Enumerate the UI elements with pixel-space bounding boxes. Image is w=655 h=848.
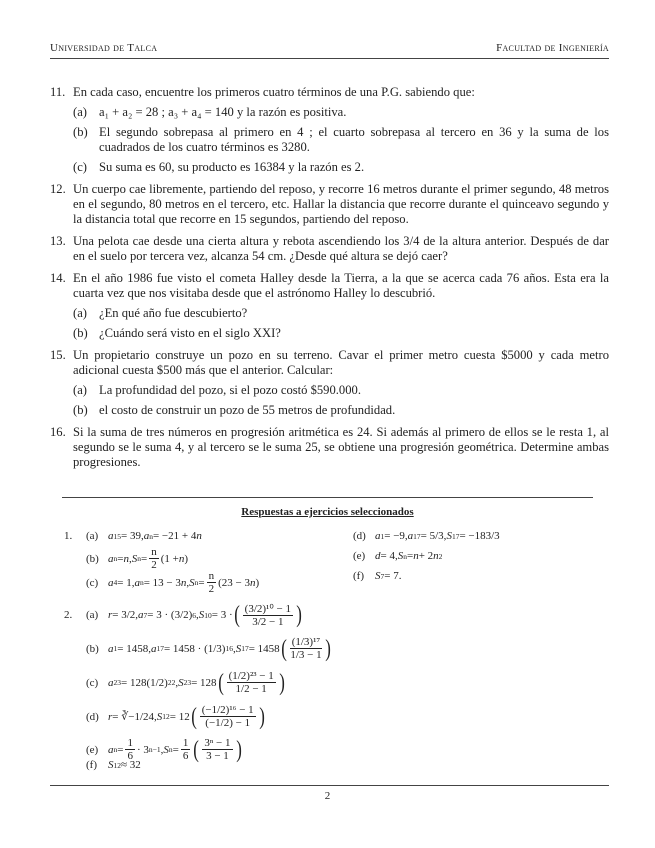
math-text: =: [198, 576, 205, 589]
math-subscript: 17: [241, 644, 249, 653]
math-subscript: n: [113, 554, 118, 563]
header-faculty: Facultad de Ingeniería: [496, 42, 609, 54]
math-text: ≈ 32: [121, 759, 141, 771]
answer-item: [86, 636, 332, 661]
answer-item: [86, 570, 259, 595]
math-subscript: 12: [113, 760, 121, 770]
subitem-label: (b): [73, 125, 88, 139]
math-text: = 4,: [380, 550, 398, 562]
math-text: · 3: [136, 743, 149, 756]
answer-number: 1.: [64, 530, 73, 542]
math-variable: a: [138, 609, 144, 621]
problem-number: 15.: [50, 348, 66, 362]
problem: [50, 182, 609, 227]
math-text: = −183/3: [459, 530, 500, 542]
math-subscript: 7: [143, 610, 148, 620]
math-subscript: n: [139, 578, 144, 587]
math-subscript: 17: [451, 531, 460, 541]
math-superscript: 16: [225, 644, 233, 653]
fraction: [181, 737, 191, 762]
math-superscript: 22: [167, 678, 176, 687]
math-subscript: 12: [162, 712, 170, 721]
math-text: = 13 − 3: [143, 576, 181, 589]
math-variable: S: [178, 676, 184, 689]
problem-number: 12.: [50, 182, 66, 196]
math-variable: a: [108, 576, 114, 589]
subitem-label: (a): [73, 306, 87, 320]
answer-number: 2.: [64, 609, 73, 621]
subitem-text: ¿Cuándo será visto en el siglo XXI?: [99, 326, 281, 340]
subitem-text: La profundidad del pozo, si el pozo costó $590.000.: [99, 383, 361, 397]
math-subscript: n: [168, 745, 173, 754]
math-variable: a: [108, 552, 114, 565]
right-paren: ): [235, 736, 242, 763]
math-subscript: 1: [113, 644, 118, 653]
answer-label: (d): [353, 530, 366, 542]
problem-text: En cada caso, encuentre los primeros cuatro términos de una P.G. sabiendo que:: [73, 85, 475, 99]
math-text: = 3/2,: [112, 609, 139, 621]
answer-item: [86, 704, 266, 729]
math-variable: r: [108, 710, 113, 723]
math-text: + 2: [418, 550, 434, 562]
answer-label: (f): [86, 759, 97, 771]
answer-item: [353, 550, 442, 562]
subitem-label: (c): [73, 160, 87, 174]
problem-subitem: [73, 306, 609, 321]
math-variable: S: [156, 710, 163, 723]
numerator: (3/2)¹⁰ − 1: [244, 603, 291, 615]
math-subscript: n: [194, 578, 199, 587]
math-text: =: [406, 550, 414, 562]
denominator: 6: [127, 750, 133, 762]
math-text: = 128(1/2): [121, 676, 168, 689]
left-paren: (: [217, 669, 224, 696]
denominator: 1/3 − 1: [290, 649, 322, 661]
fraction: [149, 546, 159, 571]
right-paren: ): [258, 703, 265, 730]
math-subscript: n: [149, 531, 153, 541]
numerator: n: [151, 546, 157, 558]
math-variable: a: [150, 642, 157, 655]
problem-body: [73, 234, 609, 264]
problem-body: [73, 271, 609, 341]
math-superscript: n−1: [148, 745, 161, 754]
math-variable: S: [446, 530, 452, 542]
answer-label: (a): [86, 609, 99, 621]
math-subscript: n: [403, 551, 407, 561]
subitem-label: (a): [73, 105, 87, 119]
math-text: = 128: [191, 676, 217, 689]
numerator: (1/2)²³ − 1: [228, 670, 274, 682]
answer-item: [353, 570, 401, 582]
answer-item: [64, 530, 202, 542]
math-text: ,: [186, 576, 190, 589]
numerator: 1: [127, 737, 133, 749]
math-variable: S: [163, 743, 169, 756]
math-text: = 1,: [117, 576, 135, 589]
subitem-label: (a): [73, 383, 87, 397]
math-text: = 1458 · (1/3): [163, 642, 226, 655]
math-variable: S: [198, 609, 205, 621]
problem: [50, 85, 609, 175]
problem-body: [73, 85, 609, 175]
math-text: ,: [160, 743, 164, 756]
problem-number: 16.: [50, 425, 66, 439]
problem: [50, 234, 609, 264]
problem-subitem: [73, 125, 609, 155]
math-variable: a: [134, 576, 140, 589]
fraction: [227, 670, 276, 695]
math-variable: d: [375, 550, 381, 562]
math-variable: a: [143, 530, 150, 542]
page-number: 2: [324, 790, 331, 802]
problem-subitem: [73, 160, 609, 175]
math-variable: S: [375, 570, 381, 582]
right-paren: ): [325, 635, 332, 662]
math-text: (1 +: [160, 552, 179, 565]
answer-label: (f): [353, 570, 364, 582]
math-variable: n: [413, 550, 419, 562]
subitem-text: el costo de construir un pozo de 55 metros de profundidad.: [99, 403, 396, 417]
math-text: ,: [175, 676, 179, 689]
math-text: = 1458: [248, 642, 280, 655]
math-text: = −21 + 4: [152, 530, 197, 542]
answer-item: [86, 759, 141, 771]
problem-number: 11.: [50, 85, 66, 99]
math-text: ,: [232, 642, 236, 655]
answer-label: (c): [86, 576, 99, 589]
math-text: ): [255, 576, 260, 589]
answer-item: [353, 530, 500, 542]
math-variable: n: [123, 552, 129, 565]
fraction: [207, 570, 217, 595]
answers-title: Respuestas a ejercicios seleccionados: [241, 506, 414, 518]
answer-label: (d): [86, 710, 99, 723]
right-paren: ): [296, 602, 302, 628]
denominator: 6: [182, 750, 189, 762]
numerator: (1/3)¹⁷: [291, 636, 321, 648]
math-variable: n: [249, 576, 256, 589]
math-text: ,: [128, 552, 132, 565]
math-variable: n: [178, 552, 185, 565]
math-variable: a: [108, 743, 114, 756]
math-variable: a: [407, 530, 414, 542]
answer-label: (b): [86, 552, 99, 565]
math-text: = 39,: [121, 530, 144, 542]
math-subscript: n: [137, 554, 141, 563]
denominator: (−1/2) − 1: [205, 717, 251, 729]
answer-label: (a): [86, 530, 99, 542]
problem-text: Una pelota cae desde una cierta altura y rebota ascendiendo los 3/4 de la altura anterior. Después de dar en el suelo por tercera vez, alcanza 54 cm. ¿Desde qué altura se dejó caer?: [73, 234, 609, 263]
math-text: =: [117, 743, 124, 756]
footer-rule: [50, 785, 609, 786]
answer-item: [86, 670, 286, 695]
math-variable: S: [397, 550, 404, 562]
problem: [50, 348, 609, 418]
left-paren: (: [193, 736, 200, 763]
math-variable: S: [131, 552, 138, 565]
fraction: [200, 704, 256, 729]
denominator: 2: [151, 559, 157, 571]
math-subscript: 17: [156, 644, 164, 653]
section-divider: [62, 497, 593, 498]
denominator: 1/2 − 1: [235, 683, 267, 695]
subitem-label: (b): [73, 403, 88, 417]
left-paren: (: [233, 602, 240, 628]
math-variable: S: [189, 576, 195, 589]
problem-body: [73, 348, 609, 418]
math-variable: n: [433, 550, 439, 562]
math-text: = 5/3,: [420, 530, 447, 542]
math-variable: a: [108, 530, 114, 542]
math-variable: n: [180, 576, 187, 589]
problem-subitem: [73, 383, 609, 398]
denominator: 2: [208, 583, 215, 595]
problem-text: Un cuerpo cae libremente, partiendo del reposo, y recorre 16 metros durante el primer segundo, 48 metros en el segundo, 80 metros en el tercero, etc. Hallar la distancia que recorre durante el quinceavo segundo y la distancia total que recorre en 15 segundos, partiendo del reposo.: [73, 182, 609, 226]
fraction: [290, 636, 323, 661]
problem-subitem: [73, 326, 609, 341]
math-subscript: 4: [113, 578, 118, 587]
left-paren: (: [190, 703, 197, 730]
math-variable: a: [108, 676, 114, 689]
math-superscript: 2: [438, 551, 443, 561]
math-text: = ∛−1/24,: [112, 711, 157, 723]
math-subscript: n: [113, 745, 118, 754]
math-variable: S: [235, 642, 242, 655]
subitem-text: Su suma es 60, su producto es 16384 y la razón es 2.: [99, 160, 365, 174]
math-subscript: 7: [380, 571, 385, 581]
answer-label: (e): [353, 550, 366, 562]
subitem-label: (b): [73, 326, 88, 340]
numerator: (−1/2)¹⁶ − 1: [201, 704, 254, 716]
math-text: =: [172, 743, 179, 756]
math-variable: r: [108, 609, 113, 621]
math-text: =: [140, 552, 148, 565]
math-variable: n: [196, 530, 202, 542]
problem-number: 14.: [50, 271, 66, 285]
problem-list: [50, 85, 609, 477]
problem-text: Si la suma de tres números en progresión aritmética es 24. Si además al primero de ellos se le resta 1, al segundo se le suma 4, y al tercero se le suma 25, se obtiene una progresión geométrica. Determine ambas progresiones.: [73, 425, 609, 469]
problem-subitem: [73, 105, 609, 120]
problem-body: [73, 182, 609, 227]
answer-label: (b): [86, 642, 99, 655]
subitem-text: a₁ + a₂ = 28 ; a₃ + a₄ = 140 y la razón es positiva.: [99, 105, 347, 119]
math-text: = 3 · (3/2): [147, 609, 193, 621]
math-variable: S: [108, 759, 114, 771]
right-paren: ): [278, 669, 285, 696]
numerator: 1: [182, 737, 189, 749]
math-text: = 3 ·: [211, 609, 233, 621]
problem-subitem: [73, 403, 609, 418]
math-subscript: 23: [183, 678, 192, 687]
fraction: [243, 602, 293, 628]
math-text: (23 − 3: [218, 576, 250, 589]
numerator: 3ⁿ − 1: [204, 737, 231, 749]
problem-text: Un propietario construye un pozo en su terreno. Cavar el primer metro cuesta $5000 y cada metro adicional cuesta $500 más que el anterior. Calcular:: [73, 348, 609, 377]
header-rule: [50, 58, 609, 59]
answer-label: (e): [86, 743, 99, 756]
math-subscript: 17: [413, 531, 421, 541]
math-superscript: 6: [192, 610, 197, 620]
math-subscript: 10: [204, 610, 212, 620]
math-text: = 7.: [384, 570, 402, 582]
problem-body: [73, 425, 609, 470]
subitem-text: ¿En qué año fue descubierto?: [99, 306, 248, 320]
math-text: = 12: [169, 710, 190, 723]
math-text: =: [117, 552, 124, 565]
math-text: ): [184, 552, 188, 565]
problem: [50, 425, 609, 470]
answer-item: [86, 546, 188, 571]
denominator: 3 − 1: [206, 750, 229, 762]
math-subscript: 15: [113, 531, 121, 541]
header-university: Universidad de Talca: [50, 42, 158, 54]
math-subscript: 1: [380, 531, 385, 541]
answer-label: (c): [86, 676, 99, 689]
math-variable: a: [375, 530, 381, 542]
problem: [50, 271, 609, 341]
math-subscript: 23: [113, 678, 121, 687]
denominator: 3/2 − 1: [252, 616, 284, 628]
left-paren: (: [280, 635, 287, 662]
problem-text: En el año 1986 fue visto el cometa Halley desde la Tierra, a la que se acerca cada 76 años. Esta era la cuarta vez que nos visitaba desde que el astrónomo Halley lo descubrió.: [73, 271, 609, 300]
fraction: [202, 737, 232, 762]
subitem-text: El segundo sobrepasa al primero en 4 ; el cuarto sobrepasa al tercero en 36 y la suma de los cuadrados de los cuatro términos es 3280.: [99, 125, 609, 154]
answer-item: [64, 602, 303, 628]
math-text: = −9,: [384, 530, 408, 542]
numerator: n: [208, 570, 215, 582]
problem-number: 13.: [50, 234, 66, 248]
math-variable: a: [108, 642, 114, 655]
math-text: = 1458,: [117, 642, 151, 655]
math-text: ,: [196, 609, 199, 621]
